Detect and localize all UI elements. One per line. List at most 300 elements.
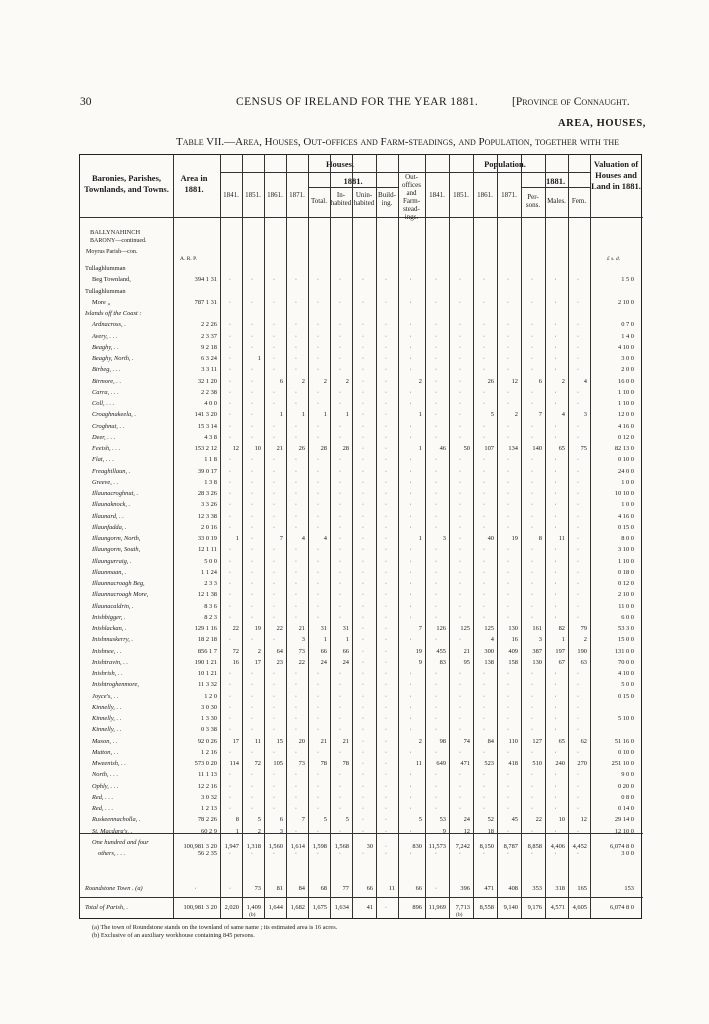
cell-f: ·	[576, 388, 580, 396]
cell-p61: ·	[482, 456, 486, 464]
cell-h71: 20	[298, 737, 305, 745]
cell-per: 22	[535, 816, 542, 824]
cell-tot: ·	[316, 850, 320, 857]
cell-f: ·	[576, 793, 580, 801]
cell-p51: ·	[458, 591, 462, 599]
cell-f: ·	[576, 512, 580, 520]
cell-h41: ·	[228, 467, 232, 475]
cell-h41: 1	[235, 535, 239, 542]
cell-h51: 19	[254, 625, 261, 632]
cell-p51: ·	[458, 276, 462, 284]
cell-h51: ·	[250, 557, 254, 565]
cell-val: 0 12 0	[618, 433, 634, 441]
cell-out: 1	[418, 445, 422, 452]
cell-tot: ·	[316, 782, 320, 790]
cell-h61: 6	[279, 816, 283, 824]
cell-h51: ·	[250, 546, 254, 554]
cell-tot: ·	[316, 602, 320, 610]
cell-un: 41	[366, 904, 373, 911]
cell-h51: ·	[250, 478, 254, 486]
row-name: Illaunard, . .	[92, 512, 124, 520]
cell-p41: 11,573	[428, 843, 446, 850]
cell-p61: 4	[490, 636, 494, 644]
cell-area: 8 3 6	[204, 602, 217, 610]
cell-f: ·	[576, 591, 580, 599]
header-males: Males.	[547, 197, 566, 205]
cell-h41: ·	[228, 793, 232, 801]
column-rule	[473, 155, 474, 918]
cell-h71: ·	[294, 580, 298, 587]
cell-per: 387	[532, 647, 542, 655]
cell-f: ·	[576, 726, 580, 734]
cell-area: 39 0 17	[197, 467, 217, 475]
cell-inh: 2	[345, 377, 349, 385]
cell-m: ·	[554, 388, 557, 396]
cell-area: 15 3 14	[197, 422, 217, 430]
cell-p61: ·	[482, 467, 486, 475]
cell-h51: ·	[250, 782, 254, 790]
row-name: Illaunfadda, .	[92, 523, 127, 531]
cell-tot: ·	[316, 748, 320, 756]
cell-h71: 73	[298, 760, 305, 767]
cell-bld: ·	[384, 703, 388, 711]
header-persons: Per-sons.	[525, 193, 541, 209]
cell-per: ·	[530, 456, 534, 464]
cell-bld: ·	[384, 433, 388, 441]
cell-h71: 1,682	[290, 904, 305, 911]
cell-h61: ·	[272, 400, 276, 407]
cell-un: ·	[361, 715, 365, 722]
cell-per: ·	[530, 490, 534, 497]
cell-tot: ·	[316, 388, 320, 396]
cell-bld: ·	[384, 591, 388, 599]
cell-p71: ·	[506, 557, 510, 565]
cell-p41: 53	[439, 816, 446, 824]
cell-p51: ·	[458, 748, 462, 756]
cell-h41: ·	[228, 501, 232, 509]
cell-p61: ·	[482, 321, 486, 329]
cell-inh: ·	[338, 602, 342, 610]
cell-p51: 7,713	[455, 904, 470, 911]
cell-m: ·	[554, 298, 557, 306]
cell-inh: ·	[338, 400, 342, 407]
cell-f: ·	[576, 546, 580, 554]
cell-p71: ·	[506, 400, 510, 407]
cell-p41: ·	[434, 782, 438, 790]
cell-m: ·	[554, 400, 557, 407]
cell-h51: ·	[250, 321, 254, 329]
cell-h71: ·	[294, 456, 298, 464]
page-title: CENSUS OF IRELAND FOR THE YEAR 1881.	[236, 96, 479, 108]
cell-h61: ·	[272, 636, 276, 644]
cell-p51: ·	[458, 411, 462, 419]
cell-val: 2 10 0	[618, 298, 634, 306]
cell-p51: ·	[458, 366, 462, 374]
cell-area: 2 0 16	[201, 523, 217, 531]
cell-val: 5 10 0	[618, 715, 634, 722]
cell-un: ·	[361, 422, 365, 430]
cell-tot: ·	[316, 681, 320, 689]
cell-f: 75	[580, 445, 587, 452]
cell-tot: ·	[316, 670, 320, 677]
cell-h71: 73	[298, 647, 305, 655]
cell-un: 30	[366, 843, 373, 850]
cell-out: ·	[409, 827, 412, 835]
cell-tot: ·	[316, 456, 320, 464]
cell-p61: ·	[482, 433, 486, 441]
cell-inh: 21	[342, 737, 349, 745]
cell-tot: 28	[320, 445, 327, 452]
cell-h51: ·	[250, 726, 254, 734]
cell-inh: ·	[338, 490, 342, 497]
cell-area: 4 0 0	[204, 400, 217, 407]
cell-h61: ·	[272, 692, 276, 700]
cell-per: 127	[532, 737, 542, 745]
cell-h71: 84	[298, 885, 305, 892]
cell-p71: ·	[506, 355, 510, 362]
cell-h71: ·	[294, 591, 298, 599]
cell-bld: ·	[384, 816, 388, 824]
cell-val: 0 20 0	[618, 782, 634, 790]
cell-out: ·	[409, 591, 412, 599]
cell-h61: ·	[272, 388, 276, 396]
cell-un: ·	[361, 827, 365, 835]
column-rule	[425, 155, 426, 918]
cell-h61: ·	[272, 771, 276, 779]
cell-p51: ·	[458, 433, 462, 441]
cell-un: ·	[361, 782, 365, 790]
cell-p41: ·	[434, 602, 438, 610]
cell-h61: 6	[279, 377, 283, 385]
cell-tot: 5	[323, 816, 327, 824]
cell-per: ·	[530, 670, 534, 677]
cell-h41: ·	[228, 388, 232, 396]
cell-inh: ·	[338, 456, 342, 464]
cell-h71: ·	[294, 850, 298, 857]
cell-p61: ·	[482, 422, 486, 430]
area-units: A. R. P.	[180, 256, 197, 262]
cell-out: 66	[415, 885, 422, 892]
cell-p51: 125	[460, 625, 470, 632]
cell-h51: ·	[250, 670, 254, 677]
cell-h51: ·	[250, 377, 254, 385]
cell-f: ·	[576, 681, 580, 689]
cell-h61: ·	[272, 501, 276, 509]
cell-h61: ·	[272, 703, 276, 711]
cell-m: ·	[554, 748, 557, 756]
cell-p41: 11,969	[428, 904, 446, 911]
cell-h51: ·	[250, 793, 254, 801]
cell-area: 1 3 30	[201, 715, 217, 722]
cell-per: ·	[530, 805, 534, 812]
cell-m: ·	[554, 613, 557, 621]
cell-h61: ·	[272, 726, 276, 734]
cell-out: ·	[409, 782, 412, 790]
cell-h71: 1,614	[290, 843, 305, 850]
cell-f: ·	[576, 602, 580, 610]
cell-p61: ·	[482, 366, 486, 374]
cell-inh: 1,634	[334, 904, 349, 911]
cell-h41: ·	[228, 523, 232, 531]
cell-inh: ·	[338, 670, 342, 677]
cell-inh: ·	[338, 366, 342, 374]
cell-h51: ·	[250, 276, 254, 284]
cell-p71: 409	[508, 647, 518, 655]
cell-tot: ·	[316, 793, 320, 801]
row-name: One hundred and four	[92, 838, 149, 846]
cell-m: ·	[554, 568, 557, 576]
cell-p61: ·	[482, 568, 486, 576]
cell-p71: 16	[511, 636, 518, 644]
cell-per: ·	[530, 613, 534, 621]
cell-p51: ·	[458, 332, 462, 340]
cell-p61: ·	[482, 748, 486, 756]
cell-h41: 17	[232, 737, 239, 745]
cell-p61: ·	[482, 332, 486, 340]
cell-un: ·	[361, 355, 365, 362]
cell-f: 2	[583, 636, 587, 644]
cell-m: ·	[554, 771, 557, 779]
cell-f: ·	[576, 715, 580, 722]
cell-un: ·	[361, 748, 365, 756]
cell-val: 251 10 0	[611, 760, 634, 767]
cell-m: 240	[555, 760, 565, 767]
cell-h71: ·	[294, 501, 298, 509]
cell-area: 12 1 11	[198, 546, 217, 554]
cell-out: ·	[409, 456, 412, 464]
cell-h41: 12	[232, 445, 239, 452]
cell-inh: ·	[338, 557, 342, 565]
cell-h61: 21	[276, 445, 283, 452]
cell-h51: ·	[250, 422, 254, 430]
cell-val: 0 15 0	[618, 692, 634, 700]
cell-h71: ·	[294, 512, 298, 520]
row-name: Carra, . . .	[92, 388, 119, 396]
cell-val: 0 7 0	[621, 321, 634, 329]
cell-bld: ·	[384, 782, 388, 790]
cell-h71: ·	[294, 805, 298, 812]
cell-h71: ·	[294, 298, 298, 306]
cell-m: ·	[554, 805, 557, 812]
cell-h41: ·	[228, 343, 232, 351]
cell-out: ·	[409, 512, 412, 520]
cell-tot: ·	[316, 827, 320, 835]
cell-h71: ·	[294, 568, 298, 576]
cell-un: ·	[361, 793, 365, 801]
cell-bld: ·	[384, 658, 388, 666]
cell-per: 8	[538, 535, 542, 542]
cell-per: ·	[530, 298, 534, 306]
cell-val: 29 14 0	[614, 816, 634, 824]
cell-val: 4 10 0	[618, 670, 634, 677]
cell-h61: ·	[272, 478, 276, 486]
cell-p51: ·	[458, 343, 462, 351]
cell-p61: ·	[482, 343, 486, 351]
cell-out: ·	[409, 467, 412, 475]
cell-h71: ·	[294, 433, 298, 441]
cell-p71: ·	[506, 703, 510, 711]
cell-f: ·	[576, 355, 580, 362]
cell-h61: ·	[272, 467, 276, 475]
cell-h41: ·	[228, 411, 232, 419]
cell-m: ·	[554, 523, 557, 531]
cell-p41: ·	[434, 467, 438, 475]
census-table	[79, 154, 642, 919]
cell-per: ·	[530, 692, 534, 700]
cell-inh: ·	[338, 343, 342, 351]
row-name: Croghnut, . .	[92, 422, 125, 430]
cell-un: ·	[361, 771, 365, 779]
column-rule	[376, 155, 377, 918]
row-name: Mutton, . .	[92, 748, 119, 756]
cell-p61: 18	[487, 827, 494, 835]
cell-p41: ·	[434, 366, 438, 374]
cell-f: ·	[576, 827, 580, 835]
cell-area: 3 0 30	[201, 703, 217, 711]
cell-un: ·	[361, 737, 365, 745]
cell-m: 11	[558, 535, 565, 542]
cell-f: 4,452	[572, 843, 587, 850]
header-outoffices: Out-offices and Farm-stead-ings.	[402, 173, 421, 221]
cell-un: ·	[361, 388, 365, 396]
cell-per: ·	[530, 388, 534, 396]
cell-per: 510	[532, 760, 542, 767]
cell-p41: ·	[434, 501, 438, 509]
cell-tot: 68	[320, 885, 327, 892]
cell-out: 5	[418, 816, 422, 824]
cell-un: ·	[361, 681, 365, 689]
cell-h51: ·	[250, 591, 254, 599]
row-name: More „	[92, 298, 111, 306]
cell-out: 2	[418, 377, 422, 385]
total-rule	[80, 897, 643, 898]
cell-inh: ·	[338, 613, 342, 621]
cell-bld: ·	[384, 512, 388, 520]
header-p-1841: 1841.	[429, 191, 445, 199]
header-inhabited: In-habited	[330, 191, 352, 207]
cell-h61: ·	[272, 613, 276, 621]
row-name: Illaunnacroagh More,	[92, 591, 149, 599]
cell-m: ·	[554, 670, 557, 677]
cell-h61: 1,644	[268, 904, 283, 911]
cell-m: ·	[554, 467, 557, 475]
cell-h71: ·	[294, 782, 298, 790]
cell-un: ·	[361, 343, 365, 351]
cell-p41: 9	[442, 827, 446, 835]
cell-bld: ·	[384, 904, 388, 911]
cell-p51: ·	[458, 715, 462, 722]
cell-h71: 2	[301, 377, 305, 385]
cell-tot: ·	[316, 343, 320, 351]
cell-p51: 95	[463, 658, 470, 666]
cell-h61: ·	[272, 523, 276, 531]
cell-p61: ·	[482, 613, 486, 621]
cell-p51: 50	[463, 445, 470, 452]
cell-tot: 1,598	[312, 843, 327, 850]
row-name: Illaungorm, South,	[92, 546, 141, 554]
header-p-1881: 1881.	[545, 176, 566, 186]
cell-val: 8 0 0	[621, 535, 634, 542]
cell-p41: ·	[434, 478, 438, 486]
cell-per: 9,176	[527, 904, 542, 911]
cell-m: ·	[554, 343, 557, 351]
cell-area: 32 1 20	[197, 377, 217, 385]
cell-out: ·	[409, 298, 412, 306]
cell-p71: ·	[506, 613, 510, 621]
cell-bld: 11	[388, 885, 395, 892]
cell-out: ·	[409, 771, 412, 779]
cell-h71: ·	[294, 355, 298, 362]
cell-per: ·	[530, 321, 534, 329]
cell-h71: ·	[294, 388, 298, 396]
cell-m: ·	[554, 501, 557, 509]
cell-out: ·	[409, 321, 412, 329]
cell-area: 2 3 3	[204, 580, 217, 587]
cell-h51: ·	[250, 332, 254, 340]
cell-per: 3	[538, 636, 542, 644]
cell-area: 4 3 8	[204, 433, 217, 441]
cell-m: 10	[558, 816, 565, 824]
barony-continued: BARONY—continued.	[90, 238, 147, 244]
cell-m: ·	[554, 703, 557, 711]
money-units: £ s. d.	[607, 256, 621, 262]
cell-p61: 523	[484, 760, 494, 767]
cell-p61: ·	[482, 557, 486, 565]
cell-f: 4	[583, 377, 587, 385]
cell-per: ·	[530, 512, 534, 520]
cell-f: ·	[576, 332, 580, 340]
group-rule	[220, 172, 590, 173]
cell-f: 62	[580, 737, 587, 745]
cell-p41: ·	[434, 298, 438, 306]
cell-out: ·	[409, 355, 412, 362]
cell-area: 1 2 16	[201, 748, 217, 756]
cell-tot: ·	[316, 422, 320, 430]
cell-p41: ·	[434, 681, 438, 689]
cell-h51: ·	[250, 568, 254, 576]
cell-f: ·	[576, 557, 580, 565]
row-name: Birmore, . .	[92, 377, 122, 385]
cell-h41: ·	[228, 490, 232, 497]
cell-inh: ·	[338, 523, 342, 531]
header-baronies: Baronies, Parishes, Townlands, and Towns.	[84, 173, 169, 194]
cell-h61: ·	[272, 343, 276, 351]
cell-f: ·	[576, 321, 580, 329]
cell-m: ·	[554, 355, 557, 362]
cell-val: 0 18 0	[618, 568, 634, 576]
cell-bld: ·	[384, 546, 388, 554]
cell-un: ·	[361, 400, 365, 407]
cell-p41: ·	[434, 703, 438, 711]
cell-h51: 1,409	[246, 904, 261, 911]
cell-p61: 125	[484, 625, 494, 632]
cell-bld: ·	[384, 388, 388, 396]
cell-p71: ·	[506, 793, 510, 801]
cell-per: ·	[530, 703, 534, 711]
cell-un: ·	[361, 535, 365, 542]
cell-p71: 130	[508, 625, 518, 632]
cell-p51: ·	[458, 782, 462, 790]
cell-f: ·	[576, 433, 580, 441]
cell-m: 4	[561, 411, 565, 419]
cell-p51: ·	[458, 321, 462, 329]
header-h-1871: 1871.	[289, 191, 305, 199]
cell-val: 2 0 0	[621, 366, 634, 374]
cell-h51: ·	[250, 388, 254, 396]
cell-h41: ·	[228, 298, 232, 306]
cell-h51: ·	[250, 692, 254, 700]
cell-m: 82	[558, 625, 565, 632]
